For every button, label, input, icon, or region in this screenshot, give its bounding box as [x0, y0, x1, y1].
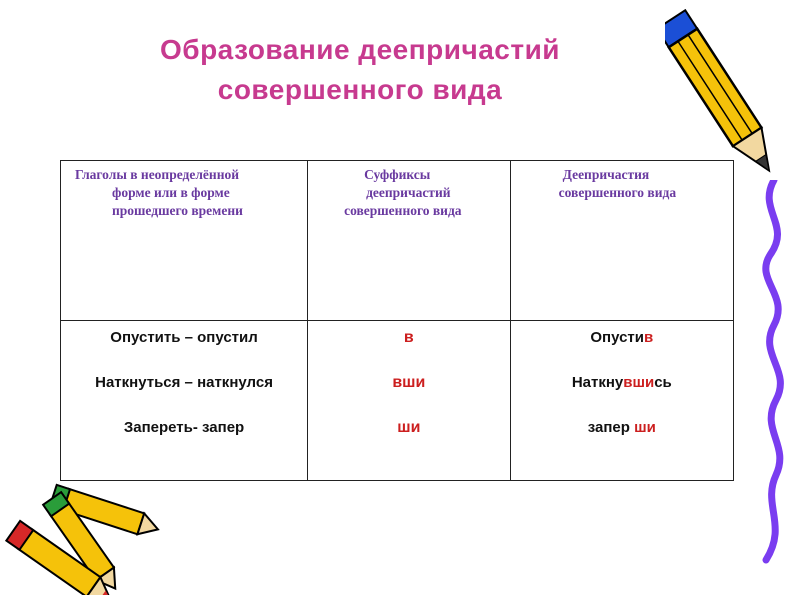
participle-item [511, 419, 733, 464]
suffix-item: вши [392, 374, 426, 391]
title-line-1: Образование деепричастий [160, 34, 560, 65]
participle-suffix: ши [634, 419, 656, 436]
suffix-item: ши [397, 419, 421, 436]
participles-cell [510, 321, 733, 481]
participle-item [511, 329, 733, 374]
participle-stem: Наткну [571, 374, 624, 391]
header-participles-line: Деепричастия [562, 167, 650, 182]
participle-ending: сь [654, 374, 672, 391]
verbs-cell [61, 321, 308, 481]
header-cell-suffixes [308, 161, 511, 321]
verb-pair: Наткнуться – наткнулся [95, 374, 273, 391]
header-suffixes-line: деепричастий [366, 185, 451, 200]
table-body-row [61, 321, 734, 481]
participle-suffix: в [644, 329, 654, 346]
header-verbs-line: форме или в форме [112, 185, 230, 200]
header-participles-line: совершенного вида [558, 185, 677, 200]
participle-suffix: вши [623, 374, 655, 391]
header-suffixes-line: совершенного вида [344, 203, 462, 218]
participle-stem: Опусти [590, 329, 644, 346]
squiggle-line [752, 180, 800, 565]
suffixes-cell [308, 321, 511, 481]
header-cell-verbs [61, 161, 308, 321]
verb-pair: Опустить – опустил [110, 329, 258, 346]
table-header-row [61, 161, 734, 321]
crayons-icon [0, 480, 165, 595]
header-verbs-line: Глаголы в неопределённой [75, 167, 240, 182]
verb-pair: Запереть- запер [123, 419, 245, 436]
participle-stem: запер [587, 419, 635, 436]
title-line-2: совершенного вида [217, 74, 503, 105]
header-suffixes-line: Суффиксы [364, 167, 431, 182]
pencil-icon [665, 0, 790, 195]
suffix-item: в [403, 329, 414, 346]
header-verbs-line: прошедшего времени [112, 203, 243, 218]
page-title [60, 30, 660, 110]
participle-item [511, 374, 733, 419]
grammar-table [60, 160, 734, 481]
